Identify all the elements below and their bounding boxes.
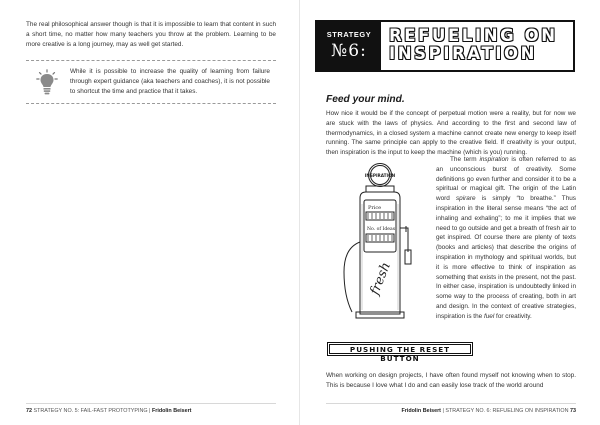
body-paragraph-1: How nice it would be if the concept of perpetual motion were a reality, but for now we are stuck with the laws of physics. And according to the first and second law of thermodynamics, in a closed system a machine cannot create new energy to keep itself running. The same principle can apply to the creative field. If creativity is your output, then inspiration is the input to keep the machine (which is you) running. [326, 110, 576, 157]
tip-top-rule [26, 60, 276, 61]
gas-pump-illustration [330, 162, 434, 322]
chapter-banner [315, 20, 575, 72]
pump-ideas-label: No. of Ideas [367, 227, 396, 232]
right-footer-author: Fridolin Beisert [401, 408, 441, 414]
pump-script-text: fresh [367, 260, 395, 298]
p2-term: inspiration [479, 156, 509, 163]
p2-text-1: The term [450, 156, 480, 163]
p2-text-3: is simply “to breathe.” Thus inspiration in the literal sense means “the act of inhaling and exhaling”; to me it implies that we need to go outside and get a breath of fresh air to get inspired. Of course there are plenty of texts (books and articles) that describe the origins of inspiration in mythology and spiritual worlds, but it is more effective to think of inspiration as something that exists in the present, not the past. In either case, inspiration is undoubtedly linked in some way to the process of creating, both in art and design. In the context of creative strategies, inspiration is the [436, 195, 576, 320]
body-paragraph-2 [436, 155, 576, 322]
section-heading: Feed your mind. [326, 94, 405, 105]
right-footer-rule [326, 403, 576, 404]
right-footer-chapter: STRATEGY NO. 6: REFUELING ON INSPIRATION [445, 408, 569, 414]
pump-sign-text: INSPIRATION [364, 173, 396, 178]
right-footer [401, 408, 576, 414]
p2-text-2: is often referred to as an unconscious burst of creativity. Some definitions go even further and consider it to be a spiritual or magical gift. The origin of the Latin word [436, 156, 576, 203]
strategy-number: №6: [331, 41, 367, 61]
subheading: PUSHING THE RESET BUTTON [329, 344, 471, 354]
strategy-badge [317, 22, 381, 70]
p2-text-4: for creativity. [494, 312, 532, 320]
subheading-box [327, 342, 473, 363]
body-paragraph-3: When working on design projects, I have often found myself not knowing when to stop. This is because I love what I do and can easily lose track of the world around [326, 372, 576, 389]
right-page-number: 73 [570, 408, 576, 414]
left-page-number: 72 [26, 408, 32, 414]
pump-price-label: Price [368, 205, 382, 211]
chapter-title: REFUELING ON INSPIRATION [389, 26, 558, 63]
left-footer-separator: | [149, 408, 151, 414]
strategy-label: STRATEGY [326, 30, 372, 39]
tip-box [26, 60, 276, 104]
lightbulb-icon [36, 69, 58, 97]
p2-latin: spirare [455, 195, 476, 203]
tip-text: While it is possible to increase the quality of learning from failure through expert guidance (aka teachers and coaches), it is not possible to shortcut the time and practice that it takes. [70, 68, 270, 95]
left-footer [26, 408, 191, 414]
left-footer-chapter: STRATEGY NO. 5: FAIL-FAST PROTOTYPING [33, 408, 148, 414]
left-footer-rule [26, 403, 276, 404]
tip-bottom-rule [26, 103, 276, 104]
left-footer-author: Fridolin Beisert [151, 408, 192, 414]
left-intro-paragraph: The real philosophical answer though is that it is impossible to learn that content in such a short time, no matter how many teachers you throw at the problem. Learning to be more creative is a long journey, may as well get started. [26, 21, 276, 48]
p2-fuel: fuel [483, 312, 495, 320]
right-footer-separator: | [442, 408, 444, 414]
